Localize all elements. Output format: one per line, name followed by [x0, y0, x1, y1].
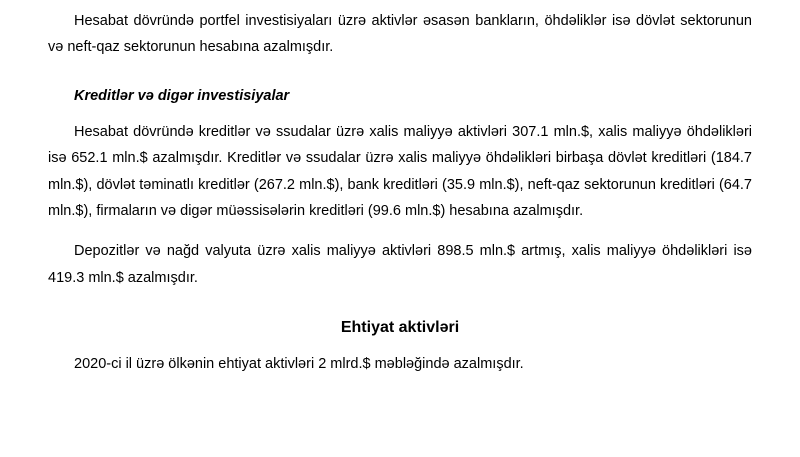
spacer-before-section-title	[48, 305, 752, 319]
paragraph-portfolio-investments: Hesabat dövründə portfel investisiyaları üzrə aktivlər əsasən bankların, öhdəliklər isə dövlət sektorunun və neft-qaz sektorunun hesabına azalmışdır.	[48, 13, 752, 56]
section-title-reserve-assets: Ehtiyat aktivləri	[340, 319, 460, 337]
paragraph-deposits-and-cash: Depozitlər və nağd valyuta üzrə xalis maliyyə aktivləri 898.5 mln.$ artmış, xalis maliyyə öhdəlikləri isə 419.3 mln.$ azalmışdır.	[48, 243, 752, 286]
paragraph-reserve-assets-2020: 2020-ci il üzrə ölkənin ehtiyat aktivləri 2 mlrd.$ məbləğində azalmışdır.	[74, 356, 524, 373]
paragraph-credits-and-loans: Hesabat dövründə kreditlər və ssudalar üzrə xalis maliyyə aktivləri 307.1 mln.$, xalis maliyyə öhdəlikləri isə 652.1 mln.$ azalmışdır. Kreditlər və ssudalar üzrə xalis maliyyə öhdəlikləri birbaşa dövlət kreditləri (184.7 mln.$), dövlət təminatlı kreditlər (267.2 mln.$), bank kreditləri (35.9 mln.$), neft-qaz sektorunun kreditləri (64.7 mln.$), firmaların və digər müəssisələrin kreditləri (99.6 mln.$) hesabına azalmışdır.	[48, 123, 752, 219]
spacer-before-subheading	[48, 75, 752, 83]
subheading-credits-and-other-investments: Kreditlər və digər investisiyalar	[74, 87, 290, 104]
